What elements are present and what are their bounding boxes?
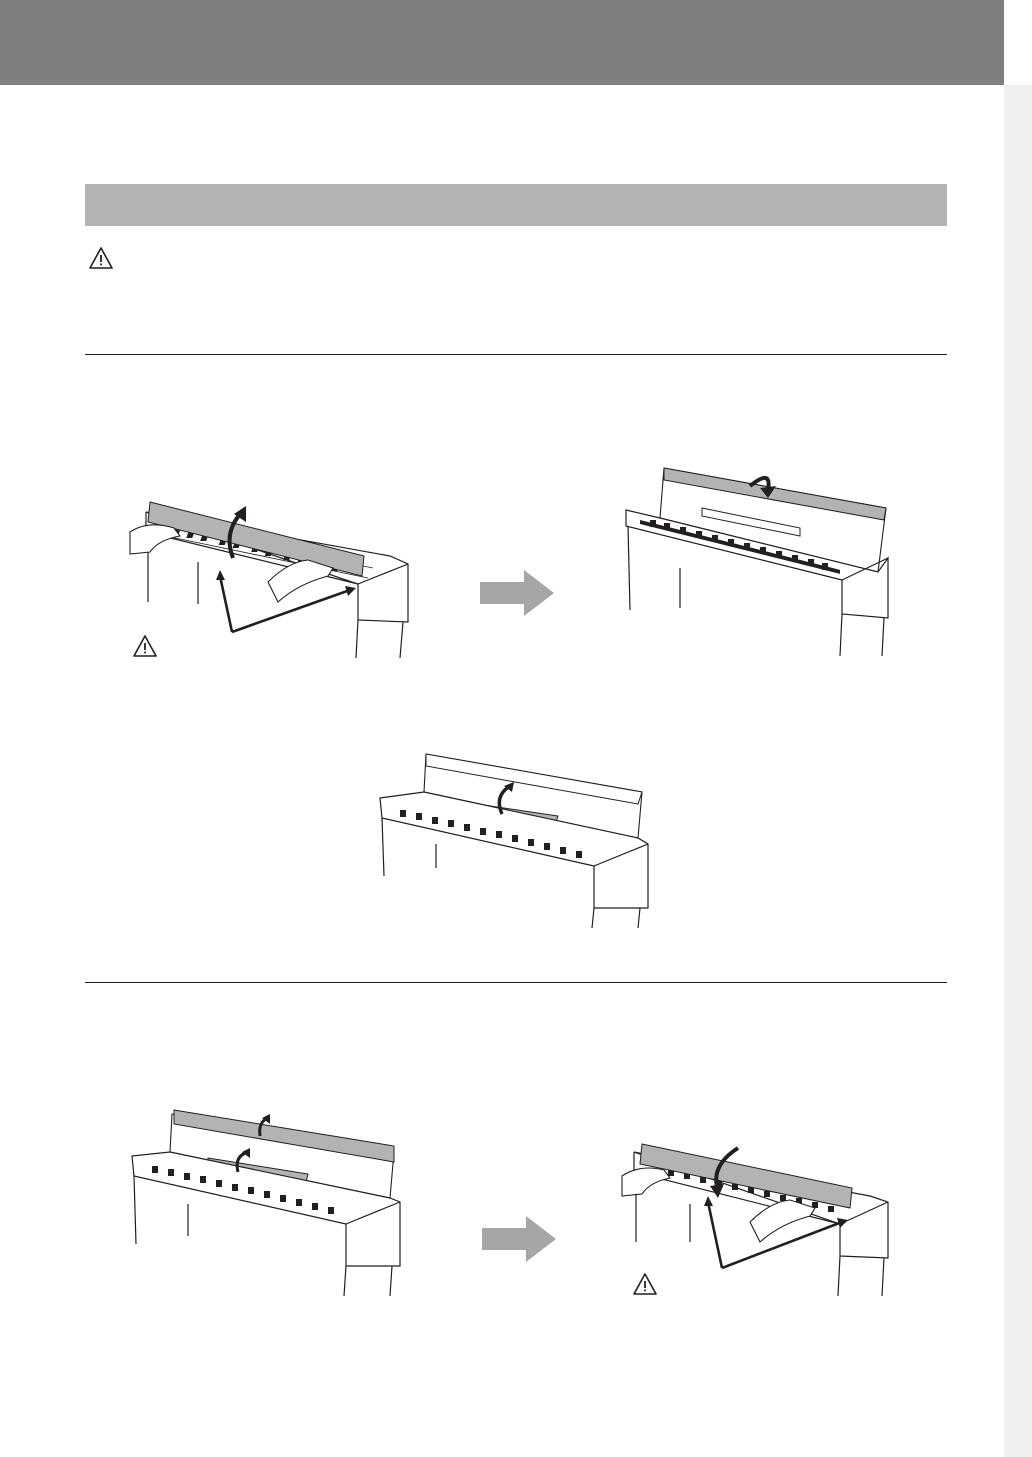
figure-close-cover — [620, 1138, 896, 1298]
side-thumb-tab — [1004, 85, 1032, 1457]
section-heading-bar — [85, 184, 947, 226]
warning-triangle-icon — [132, 634, 158, 658]
figure-music-rest-up — [370, 748, 654, 930]
page-header-band — [0, 0, 1004, 85]
figure-raise-panel-before-close — [128, 1106, 404, 1298]
right-arrow-icon — [482, 1216, 558, 1262]
figure-open-cover — [128, 492, 418, 658]
right-arrow-icon — [480, 570, 556, 616]
section-divider-1 — [85, 354, 947, 355]
section-divider-2 — [85, 982, 947, 983]
warning-triangle-icon — [632, 1272, 658, 1296]
warning-triangle-icon — [88, 246, 114, 270]
figure-lower-music-rest-panel — [600, 462, 892, 658]
